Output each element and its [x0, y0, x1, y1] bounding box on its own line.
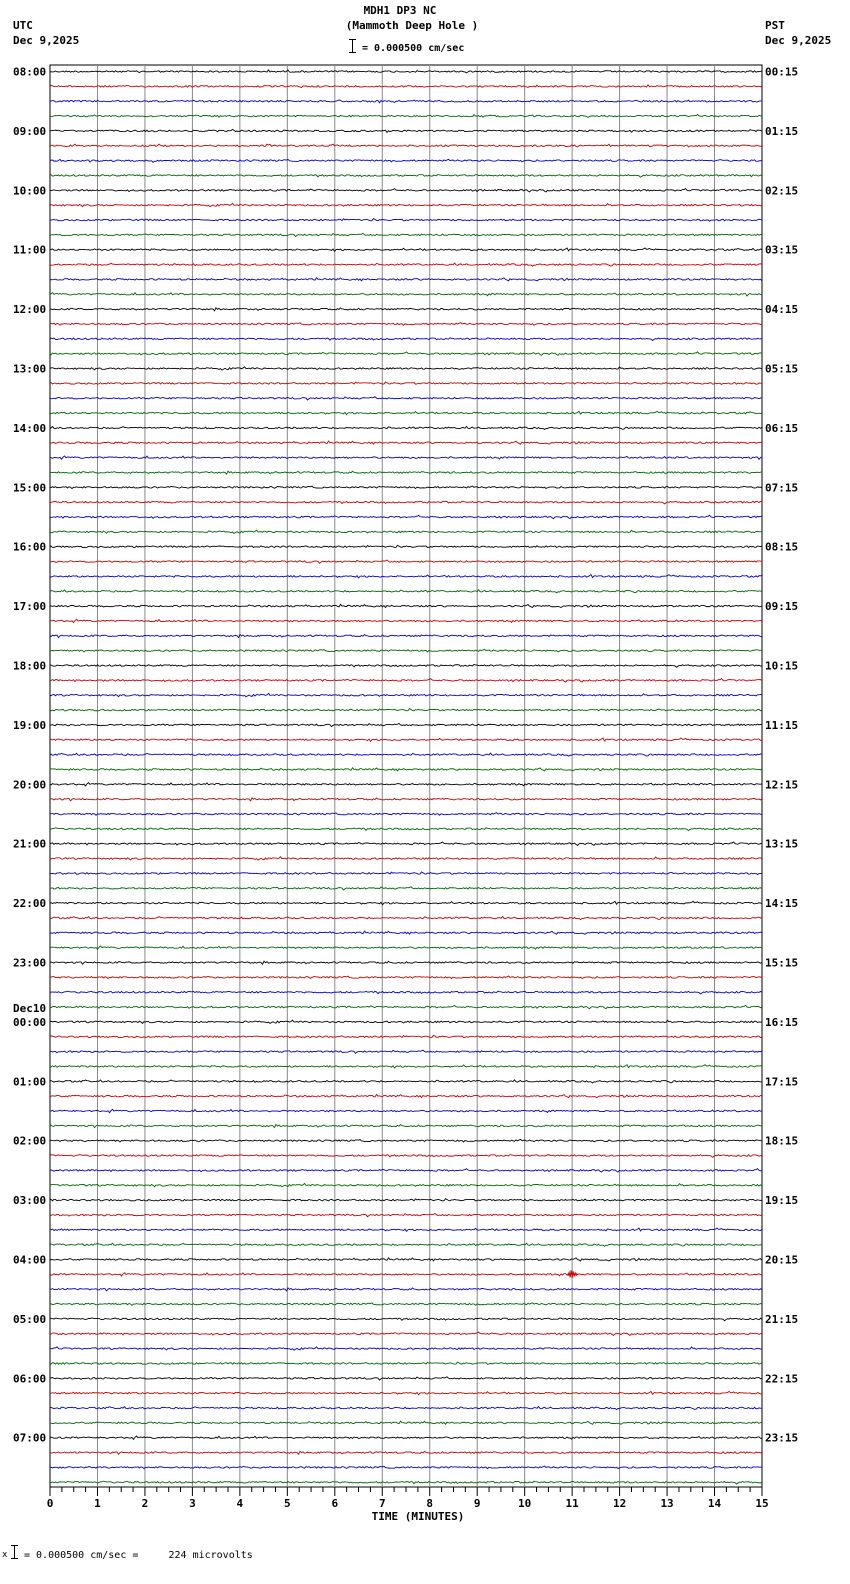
- station-title: MDH1 DP3 NC: [363, 4, 437, 17]
- seismic-trace: [50, 1407, 762, 1410]
- seismic-trace: [50, 604, 762, 607]
- utc-hour-label: 21:00: [13, 837, 47, 851]
- seismic-trace: [50, 857, 762, 860]
- seismic-trace: [50, 263, 762, 266]
- utc-hour-label: 07:00: [13, 1431, 47, 1445]
- seismic-trace: [50, 664, 762, 667]
- seismic-trace: [50, 115, 762, 118]
- seismic-trace: [50, 798, 762, 801]
- utc-hour-label: 11:00: [13, 243, 47, 257]
- seismic-trace: [50, 515, 762, 518]
- seismic-trace: [50, 1421, 762, 1424]
- utc-hour-label: 06:00: [13, 1372, 47, 1386]
- utc-hour-label: 01:00: [13, 1075, 47, 1089]
- seismic-trace: [50, 931, 762, 934]
- utc-hour-label: 10:00: [13, 184, 47, 198]
- seismic-trace: [50, 946, 762, 949]
- x-tick-label: 13: [660, 1497, 674, 1510]
- seismic-trace: [50, 649, 762, 652]
- x-tick-label: 4: [236, 1497, 244, 1510]
- seismic-trace: [50, 189, 762, 192]
- seismic-trace: [50, 1228, 762, 1231]
- pst-hour-label: 21:15: [765, 1312, 799, 1326]
- seismic-trace: [50, 456, 762, 459]
- seismic-trace: [50, 813, 762, 816]
- seismic-trace: [50, 887, 762, 890]
- left-timezone: UTC: [13, 19, 33, 32]
- footer-scale-bar-icon: [14, 1545, 15, 1559]
- seismic-trace: [50, 753, 762, 756]
- utc-hour-label: 18:00: [13, 659, 47, 673]
- seismic-trace: [50, 1377, 762, 1380]
- seismic-trace: [50, 901, 762, 904]
- seismic-trace: [50, 783, 762, 786]
- seismic-trace: [50, 1125, 762, 1128]
- right-date: Dec 9,2025: [765, 34, 832, 47]
- seismic-trace: [50, 842, 762, 845]
- pst-hour-label: 08:15: [765, 540, 799, 554]
- seismic-trace: [50, 828, 762, 831]
- pst-hour-label: 03:15: [765, 243, 799, 257]
- seismic-trace: [50, 738, 762, 741]
- footer-scale-text: = 0.000500 cm/sec = 224 microvolts: [24, 1550, 253, 1561]
- pst-hour-label: 11:15: [765, 718, 799, 732]
- pst-hour-label: 04:15: [765, 303, 799, 317]
- station-location: (Mammoth Deep Hole ): [345, 19, 479, 32]
- utc-hour-label: 14:00: [13, 421, 47, 435]
- seismic-trace: [50, 501, 762, 504]
- utc-hour-label: 17:00: [13, 600, 47, 614]
- seismic-trace: [50, 100, 762, 103]
- seismic-trace: [50, 1347, 762, 1350]
- seismic-trace: [50, 916, 762, 919]
- x-tick-label: 2: [141, 1497, 149, 1510]
- seismic-trace: [50, 723, 762, 726]
- seismic-trace: [50, 545, 762, 548]
- seismic-trace: [50, 530, 762, 533]
- utc-hour-label: 20:00: [13, 778, 47, 792]
- seismic-trace: [50, 1080, 762, 1083]
- utc-hour-label: 15:00: [13, 481, 47, 495]
- seismic-trace: [50, 1451, 762, 1454]
- pst-hour-label: 05:15: [765, 362, 799, 376]
- seismic-trace: [50, 397, 762, 400]
- seismic-trace: [50, 1139, 762, 1142]
- pst-hour-label: 16:15: [765, 1015, 799, 1029]
- seismic-trace: [50, 1005, 762, 1008]
- pst-hour-label: 10:15: [765, 659, 799, 673]
- seismic-trace: [50, 278, 762, 281]
- seismic-trace: [50, 248, 762, 251]
- pst-hour-label: 13:15: [765, 837, 799, 851]
- pst-hour-label: 12:15: [765, 778, 799, 792]
- seismic-trace: [50, 991, 762, 994]
- utc-hour-label: 09:00: [13, 124, 47, 138]
- x-tick-label: 7: [378, 1497, 386, 1510]
- utc-hour-label: 04:00: [13, 1253, 47, 1267]
- pst-hour-label: 20:15: [765, 1253, 799, 1267]
- utc-hour-label: 02:00: [13, 1134, 47, 1148]
- right-timezone: PST: [765, 19, 785, 32]
- seismic-trace: [50, 768, 762, 771]
- seismic-trace: [50, 1199, 762, 1201]
- seismic-trace: [50, 471, 762, 474]
- seismic-trace: [50, 1243, 762, 1246]
- seismic-trace: [50, 174, 762, 177]
- seismic-trace: [50, 293, 762, 296]
- utc-hour-label: 13:00: [13, 362, 47, 376]
- seismic-trace: [50, 693, 762, 696]
- pst-hour-label: 18:15: [765, 1134, 799, 1148]
- utc-date-label: Dec10: [13, 1001, 47, 1015]
- pst-hour-label: 22:15: [765, 1372, 799, 1386]
- seismic-trace: [50, 961, 762, 964]
- utc-hour-label: 16:00: [13, 540, 47, 554]
- utc-hour-label: 05:00: [13, 1312, 47, 1326]
- seismic-trace: [50, 1050, 762, 1053]
- seismic-trace: [50, 367, 762, 370]
- utc-hour-label: 23:00: [13, 956, 47, 970]
- seismic-trace: [50, 634, 762, 637]
- x-tick-label: 11: [565, 1497, 579, 1510]
- x-axis-label: TIME (MINUTES): [371, 1510, 465, 1523]
- seismic-trace: [50, 1258, 762, 1261]
- pst-hour-label: 07:15: [765, 481, 799, 495]
- seismic-trace: [50, 1318, 762, 1321]
- seismic-trace: [50, 411, 762, 414]
- seismic-trace: [50, 590, 762, 593]
- seismic-trace: [50, 85, 762, 88]
- seismic-trace: [50, 426, 762, 429]
- pst-hour-label: 00:15: [765, 65, 799, 79]
- seismic-trace: [50, 709, 762, 712]
- footer-mark: x: [2, 1550, 8, 1560]
- pst-hour-label: 17:15: [765, 1075, 799, 1089]
- seismic-trace: [50, 872, 762, 875]
- seismic-trace: [50, 323, 762, 326]
- x-tick-label: 0: [46, 1497, 54, 1510]
- x-tick-label: 12: [612, 1497, 627, 1510]
- seismic-trace: [50, 1303, 762, 1306]
- x-tick-label: 1: [94, 1497, 101, 1510]
- utc-hour-label: 12:00: [13, 303, 47, 317]
- seismic-trace: [50, 1466, 762, 1469]
- seismic-trace: [50, 70, 762, 73]
- seismic-trace: [50, 976, 762, 979]
- seismic-trace: [50, 129, 762, 132]
- x-tick-label: 8: [426, 1497, 434, 1510]
- x-tick-label: 3: [189, 1497, 196, 1510]
- seismic-trace: [50, 1035, 762, 1037]
- pst-hour-label: 19:15: [765, 1194, 799, 1208]
- seismic-trace: [50, 486, 762, 489]
- seismic-trace: [50, 1213, 762, 1216]
- seismic-trace: [50, 560, 762, 563]
- seismic-trace: [50, 1065, 762, 1068]
- seismic-trace: [50, 159, 762, 162]
- x-tick-label: 6: [331, 1497, 339, 1510]
- x-tick-label: 10: [518, 1497, 532, 1510]
- seismic-trace: [50, 233, 762, 236]
- x-tick-label: 15: [755, 1497, 769, 1510]
- pst-hour-label: 02:15: [765, 184, 799, 198]
- pst-hour-label: 23:15: [765, 1431, 799, 1445]
- seismic-trace: [50, 1154, 762, 1157]
- pst-hour-label: 15:15: [765, 956, 799, 970]
- utc-hour-label: 03:00: [13, 1194, 47, 1208]
- seismic-trace: [50, 308, 762, 311]
- seismic-trace: [50, 1362, 762, 1364]
- pst-hour-label: 06:15: [765, 421, 799, 435]
- seismic-trace: [50, 441, 762, 444]
- seismic-trace: [50, 352, 762, 355]
- seismic-trace: [50, 203, 762, 206]
- seismic-trace: [50, 679, 762, 682]
- utc-hour-label: 00:00: [13, 1015, 47, 1029]
- pst-hour-label: 14:15: [765, 897, 799, 911]
- seismic-trace: [50, 1436, 762, 1439]
- seismic-trace: [50, 1109, 762, 1112]
- seismic-trace: [50, 1169, 762, 1172]
- seismic-trace: [50, 144, 762, 147]
- seismic-trace: [50, 1020, 762, 1023]
- seismic-trace: [50, 1288, 762, 1291]
- seismic-trace: [50, 1481, 762, 1484]
- left-date: Dec 9,2025: [13, 34, 80, 47]
- seismic-trace: [50, 575, 762, 578]
- x-tick-label: 5: [284, 1497, 291, 1510]
- x-tick-label: 9: [473, 1497, 481, 1510]
- seismic-trace: [50, 1094, 762, 1097]
- seismic-trace: [50, 382, 762, 385]
- seismic-trace: [50, 1273, 762, 1276]
- seismic-trace: [50, 219, 762, 222]
- utc-hour-label: 19:00: [13, 718, 47, 732]
- pst-hour-label: 09:15: [765, 600, 799, 614]
- scale-text: = 0.000500 cm/sec: [362, 43, 465, 54]
- seismic-trace: [50, 1391, 762, 1394]
- seismic-trace: [50, 1332, 762, 1335]
- x-tick-label: 14: [707, 1497, 722, 1510]
- pst-hour-label: 01:15: [765, 124, 799, 138]
- utc-hour-label: 08:00: [13, 65, 47, 79]
- seismic-trace: [50, 619, 762, 622]
- seismic-trace: [50, 1184, 762, 1187]
- seismic-trace: [50, 338, 762, 341]
- utc-hour-label: 22:00: [13, 897, 47, 911]
